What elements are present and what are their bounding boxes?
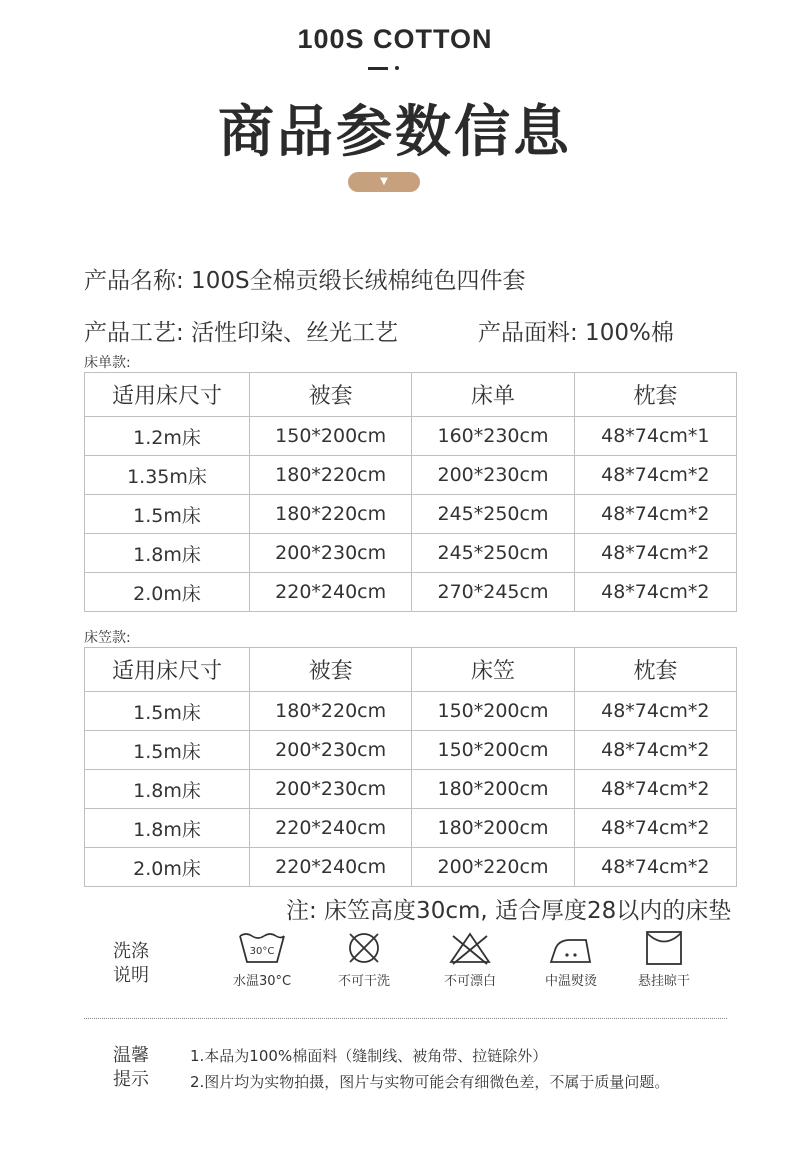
table-cell: 245*250cm [412, 495, 574, 534]
table-cell: 160*230cm [412, 417, 574, 456]
wash-item-hang [624, 930, 704, 989]
fitted-caption: 床笠款: [84, 630, 131, 646]
table-cell: 220*240cm [250, 573, 412, 612]
table-row [85, 495, 737, 534]
title-dash [368, 67, 388, 70]
table-cell: 48*74cm*2 [574, 495, 736, 534]
table-header-cell: 适用床尺寸 [85, 373, 250, 417]
wash-temp-glyph: 30°C [249, 946, 275, 957]
fitted-table [84, 647, 737, 887]
table-cell: 200*230cm [250, 731, 412, 770]
table-header-cell: 枕套 [574, 648, 736, 692]
wash-label: 中温熨烫 [544, 974, 597, 989]
table-cell: 200*230cm [250, 770, 412, 809]
table-cell: 220*240cm [250, 809, 412, 848]
triangle-down-icon: ▼ [380, 176, 388, 187]
table-row [85, 573, 737, 612]
table-cell: 180*220cm [250, 692, 412, 731]
table-cell: 48*74cm*2 [574, 809, 736, 848]
table-cell: 48*74cm*1 [574, 417, 736, 456]
wash-label: 水温30°C [232, 974, 292, 989]
hang-dry-icon [644, 930, 684, 966]
table-cell: 1.5m床 [85, 692, 250, 731]
scroll-down-pill [348, 172, 420, 192]
table-cell: 48*74cm*2 [574, 731, 736, 770]
product-name: 产品名称: 100S全棉贡缎长绒棉纯色四件套 [84, 268, 526, 294]
table-row [85, 731, 737, 770]
product-process: 产品工艺: 活性印染、丝光工艺 [84, 320, 399, 346]
table-cell: 1.8m床 [85, 534, 250, 573]
section-divider [84, 1018, 727, 1019]
table-header-cell: 床单 [412, 373, 574, 417]
table-cell: 180*200cm [412, 770, 574, 809]
wash-item-no-dryclean [324, 930, 404, 989]
wash-item-no-bleach [430, 930, 510, 989]
tips-label [113, 1044, 157, 1092]
wash-item-30 [222, 930, 302, 989]
wash-label: 悬挂晾干 [637, 974, 690, 989]
table-cell: 1.8m床 [85, 770, 250, 809]
no-dry-clean-icon [344, 930, 384, 966]
table-cell: 200*220cm [412, 848, 574, 887]
table-header-cell: 床笠 [412, 648, 574, 692]
table-cell: 270*245cm [412, 573, 574, 612]
no-bleach-icon [447, 930, 493, 966]
bedsheet-table [84, 372, 737, 612]
table-cell: 245*250cm [412, 534, 574, 573]
table-cell: 48*74cm*2 [574, 692, 736, 731]
wash-tub-30-icon [237, 930, 287, 966]
table-cell: 48*74cm*2 [574, 534, 736, 573]
table-cell: 48*74cm*2 [574, 456, 736, 495]
table-cell: 1.35m床 [85, 456, 250, 495]
title-dot [395, 66, 399, 70]
table-row [85, 692, 737, 731]
table-cell: 180*220cm [250, 495, 412, 534]
washing-label-line: 洗涤 [113, 941, 149, 962]
bedsheet-caption: 床单款: [84, 355, 131, 371]
table-row [85, 417, 737, 456]
table-cell: 150*200cm [250, 417, 412, 456]
table-cell: 2.0m床 [85, 848, 250, 887]
table-cell: 1.5m床 [85, 731, 250, 770]
table-row [85, 848, 737, 887]
table-cell: 150*200cm [412, 731, 574, 770]
eyebrow-text: 100S COTTON [297, 24, 493, 54]
table-cell: 180*220cm [250, 456, 412, 495]
tips-label-line: 温馨 [113, 1045, 149, 1066]
table-header-cell: 被套 [250, 648, 412, 692]
table-cell: 2.0m床 [85, 573, 250, 612]
table-row [85, 534, 737, 573]
table-cell: 180*200cm [412, 809, 574, 848]
table-cell: 200*230cm [250, 534, 412, 573]
washing-label [113, 940, 157, 988]
table-cell: 48*74cm*2 [574, 848, 736, 887]
table-header-cell: 适用床尺寸 [85, 648, 250, 692]
tips-label-line: 提示 [113, 1069, 149, 1090]
wash-item-iron [531, 930, 611, 989]
table-row [85, 770, 737, 809]
table-cell: 1.2m床 [85, 417, 250, 456]
table-cell: 220*240cm [250, 848, 412, 887]
table-cell: 48*74cm*2 [574, 770, 736, 809]
fitted-note: 注: 床笠高度30cm, 适合厚度28以内的床垫 [286, 898, 732, 924]
tip-item: 1.本品为100%棉面料（缝制线、被角带、拉链除外） [190, 1047, 548, 1065]
table-cell: 150*200cm [412, 692, 574, 731]
iron-medium-icon [546, 930, 596, 966]
wash-label: 不可漂白 [443, 974, 496, 989]
tip-item: 2.图片均为实物拍摄，图片与实物可能会有细微色差，不属于质量问题。 [190, 1073, 670, 1091]
table-header-cell: 被套 [250, 373, 412, 417]
table-row [85, 809, 737, 848]
table-row [85, 456, 737, 495]
table-cell: 200*230cm [412, 456, 574, 495]
table-cell: 48*74cm*2 [574, 573, 736, 612]
washing-label-line: 说明 [113, 965, 149, 986]
wash-label: 不可干洗 [337, 974, 390, 989]
page-title: 商品参数信息 [218, 100, 572, 165]
table-header-cell: 枕套 [574, 373, 736, 417]
table-cell: 1.5m床 [85, 495, 250, 534]
table-header-row [85, 373, 737, 417]
table-header-row [85, 648, 737, 692]
product-fabric: 产品面料: 100%棉 [478, 320, 674, 346]
table-cell: 1.8m床 [85, 809, 250, 848]
